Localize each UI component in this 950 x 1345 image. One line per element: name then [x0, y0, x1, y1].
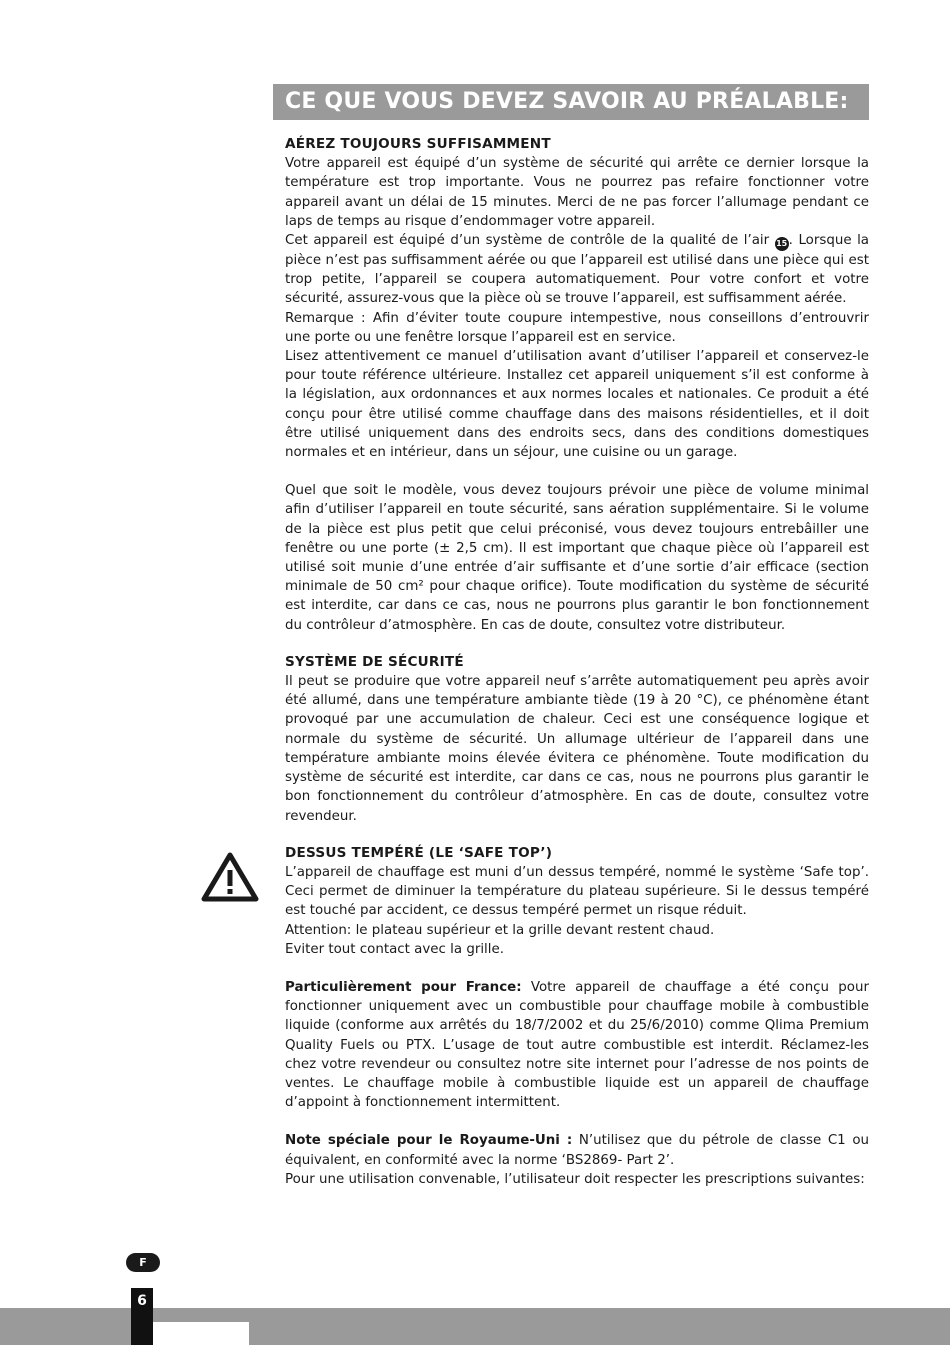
paragraph: Remarque : Afin d’éviter toute coupure intempestive, nous conseillons d’entrouvrir une porte ou une fenêtre lorsque l’appareil est en service.	[285, 310, 869, 345]
paragraph-france	[285, 978, 869, 1112]
section-heading-securite: SYSTÈME DE SÉCURITÉ	[285, 653, 464, 670]
paragraph-text: Votre appareil de chauffage a été conçu pour fonctionner uniquement avec un combustible pour chauffage mobile à combustible liquide (conforme aux arrêtés du 18/7/2002 et du 25/6/2010) comme Qlima Premium Quality Fuels ou PTX. L’usage de tout autre combustible est interdit. Réclamez-les chez votre revendeur ou consultez notre site internet pour l’adresse de nos points de ventes. Le chauffage mobile à combustible liquide est un appareil de chauffage d’appoint à fonctionnement intermittent.	[285, 979, 869, 1111]
paragraph: Lisez attentivement ce manuel d’utilisation avant d’utiliser l’appareil et conservez-le pour toute référence ultérieure. Installez cet appareil uniquement s’il est conforme à la législation, aux ordonnances et aux normes locales et nationales. Ce produit a été conçu pour être utilisé comme chauffage dans des maisons résidentielles, et il doit être utilisé uniquement dans des endroits secs, dans des conditions domestiques normales et en intérieur, dans un séjour, une cuisine ou un garage.	[285, 349, 869, 461]
section-heading-dessus: DESSUS TEMPÉRÉ (LE ‘SAFE TOP’)	[285, 844, 553, 861]
paragraph: Attention: le plateau supérieur et la grille devant restent chaud.	[285, 922, 715, 938]
uk-label: Note spéciale pour le Royaume-Uni :	[285, 1133, 573, 1149]
paragraph	[285, 231, 869, 309]
main-content	[285, 135, 869, 1189]
france-label: Particulièrement pour France:	[285, 979, 522, 995]
paragraph: Eviter tout contact avec la grille.	[285, 941, 504, 957]
paragraph: Votre appareil est équipé d’un système de sécurité qui arrête ce dernier lorsque la température est trop importante. Vous ne pourrez pas refaire fonctionner votre appareil avant un délai de 15 minutes. Merci de ne pas forcer l’allumage pendant ce laps de temps au risque d’endommager votre appareil.	[285, 156, 869, 229]
page-number: 6	[131, 1288, 153, 1345]
paragraph: Il peut se produire que votre appareil neuf s’arrête automatiquement peu après avoir été allumé, dans une température ambiante tiède (19 à 20 °C), ce phénomène étant provoqué par une accumulation de chaleur. Ceci est une conséquence logique et normale du système de sécurité. Un allumage ultérieur de l’appareil dans une température ambiante moins élevée évitera ce phénomène. Toute modification du système de sécurité est interdite, car dans ce cas, nous ne pourrons plus garantir le bon fonctionnement du contrôleur d’atmosphère. En cas de doute, consultez votre revendeur.	[285, 674, 869, 824]
language-badge: F	[126, 1253, 160, 1272]
paragraph: L’appareil de chauffage est muni d’un dessus tempéré, nommé le système ‘Safe top’. Ceci permet de diminuer la température du plateau supérieure. Si le dessus tempéré est touché par accident, ce dessus tempéré permet un risque réduit.	[285, 864, 869, 919]
paragraph: Pour une utilisation convenable, l’utilisateur doit respecter les prescriptions suivantes:	[285, 1171, 865, 1187]
reference-number-badge: 15	[775, 237, 789, 251]
paragraph: Quel que soit le modèle, vous devez toujours prévoir une pièce de volume minimal afin d’utiliser l’appareil en toute sécurité, sans aération supplémentaire. Si le volume de la pièce est plus petit que celui préconisé, vous devez toujours entrebâiller une fenêtre ou une porte (± 2,5 cm). Il est important que chaque pièce où l’appareil est utilisé soit munie d’une entrée d’air suffisante et d’une sortie d’air efficace (section minimale de 50 cm² pour chaque orifice). Toute modification du système de sécurité est interdite, car dans ce cas, nous ne pourrons plus garantir le bon fonctionnement du contrôleur d’atmosphère. En cas de doute, consultez votre distributeur.	[285, 483, 869, 633]
paragraph-text: Cet appareil est équipé d’un système de contrôle de la qualité de l’air	[285, 233, 775, 249]
section-heading-aerez: AÉREZ TOUJOURS SUFFISAMMENT	[285, 136, 551, 152]
paragraph-text: . Lorsque la pièce n’est pas suffisamment aérée ou que l’appareil est utilisé dans une pièce qui est trop petite, l’appareil se coupera automatiquement. Pour votre confort et votre sécurité, assurez-vous que la pièce où se trouve l’appareil, est suffisamment aérée.	[285, 233, 870, 307]
paragraph-uk	[285, 1131, 869, 1169]
page-title: CE QUE VOUS DEVEZ SAVOIR AU PRÉALABLE:	[273, 84, 869, 120]
footer-white-block	[153, 1322, 249, 1345]
warning-triangle-icon	[201, 852, 259, 902]
paragraph-text: N’utilisez que du pétrole de classe C1 ou équivalent, en conformité avec la norme ‘BS2869- Part 2’.	[285, 1133, 870, 1168]
